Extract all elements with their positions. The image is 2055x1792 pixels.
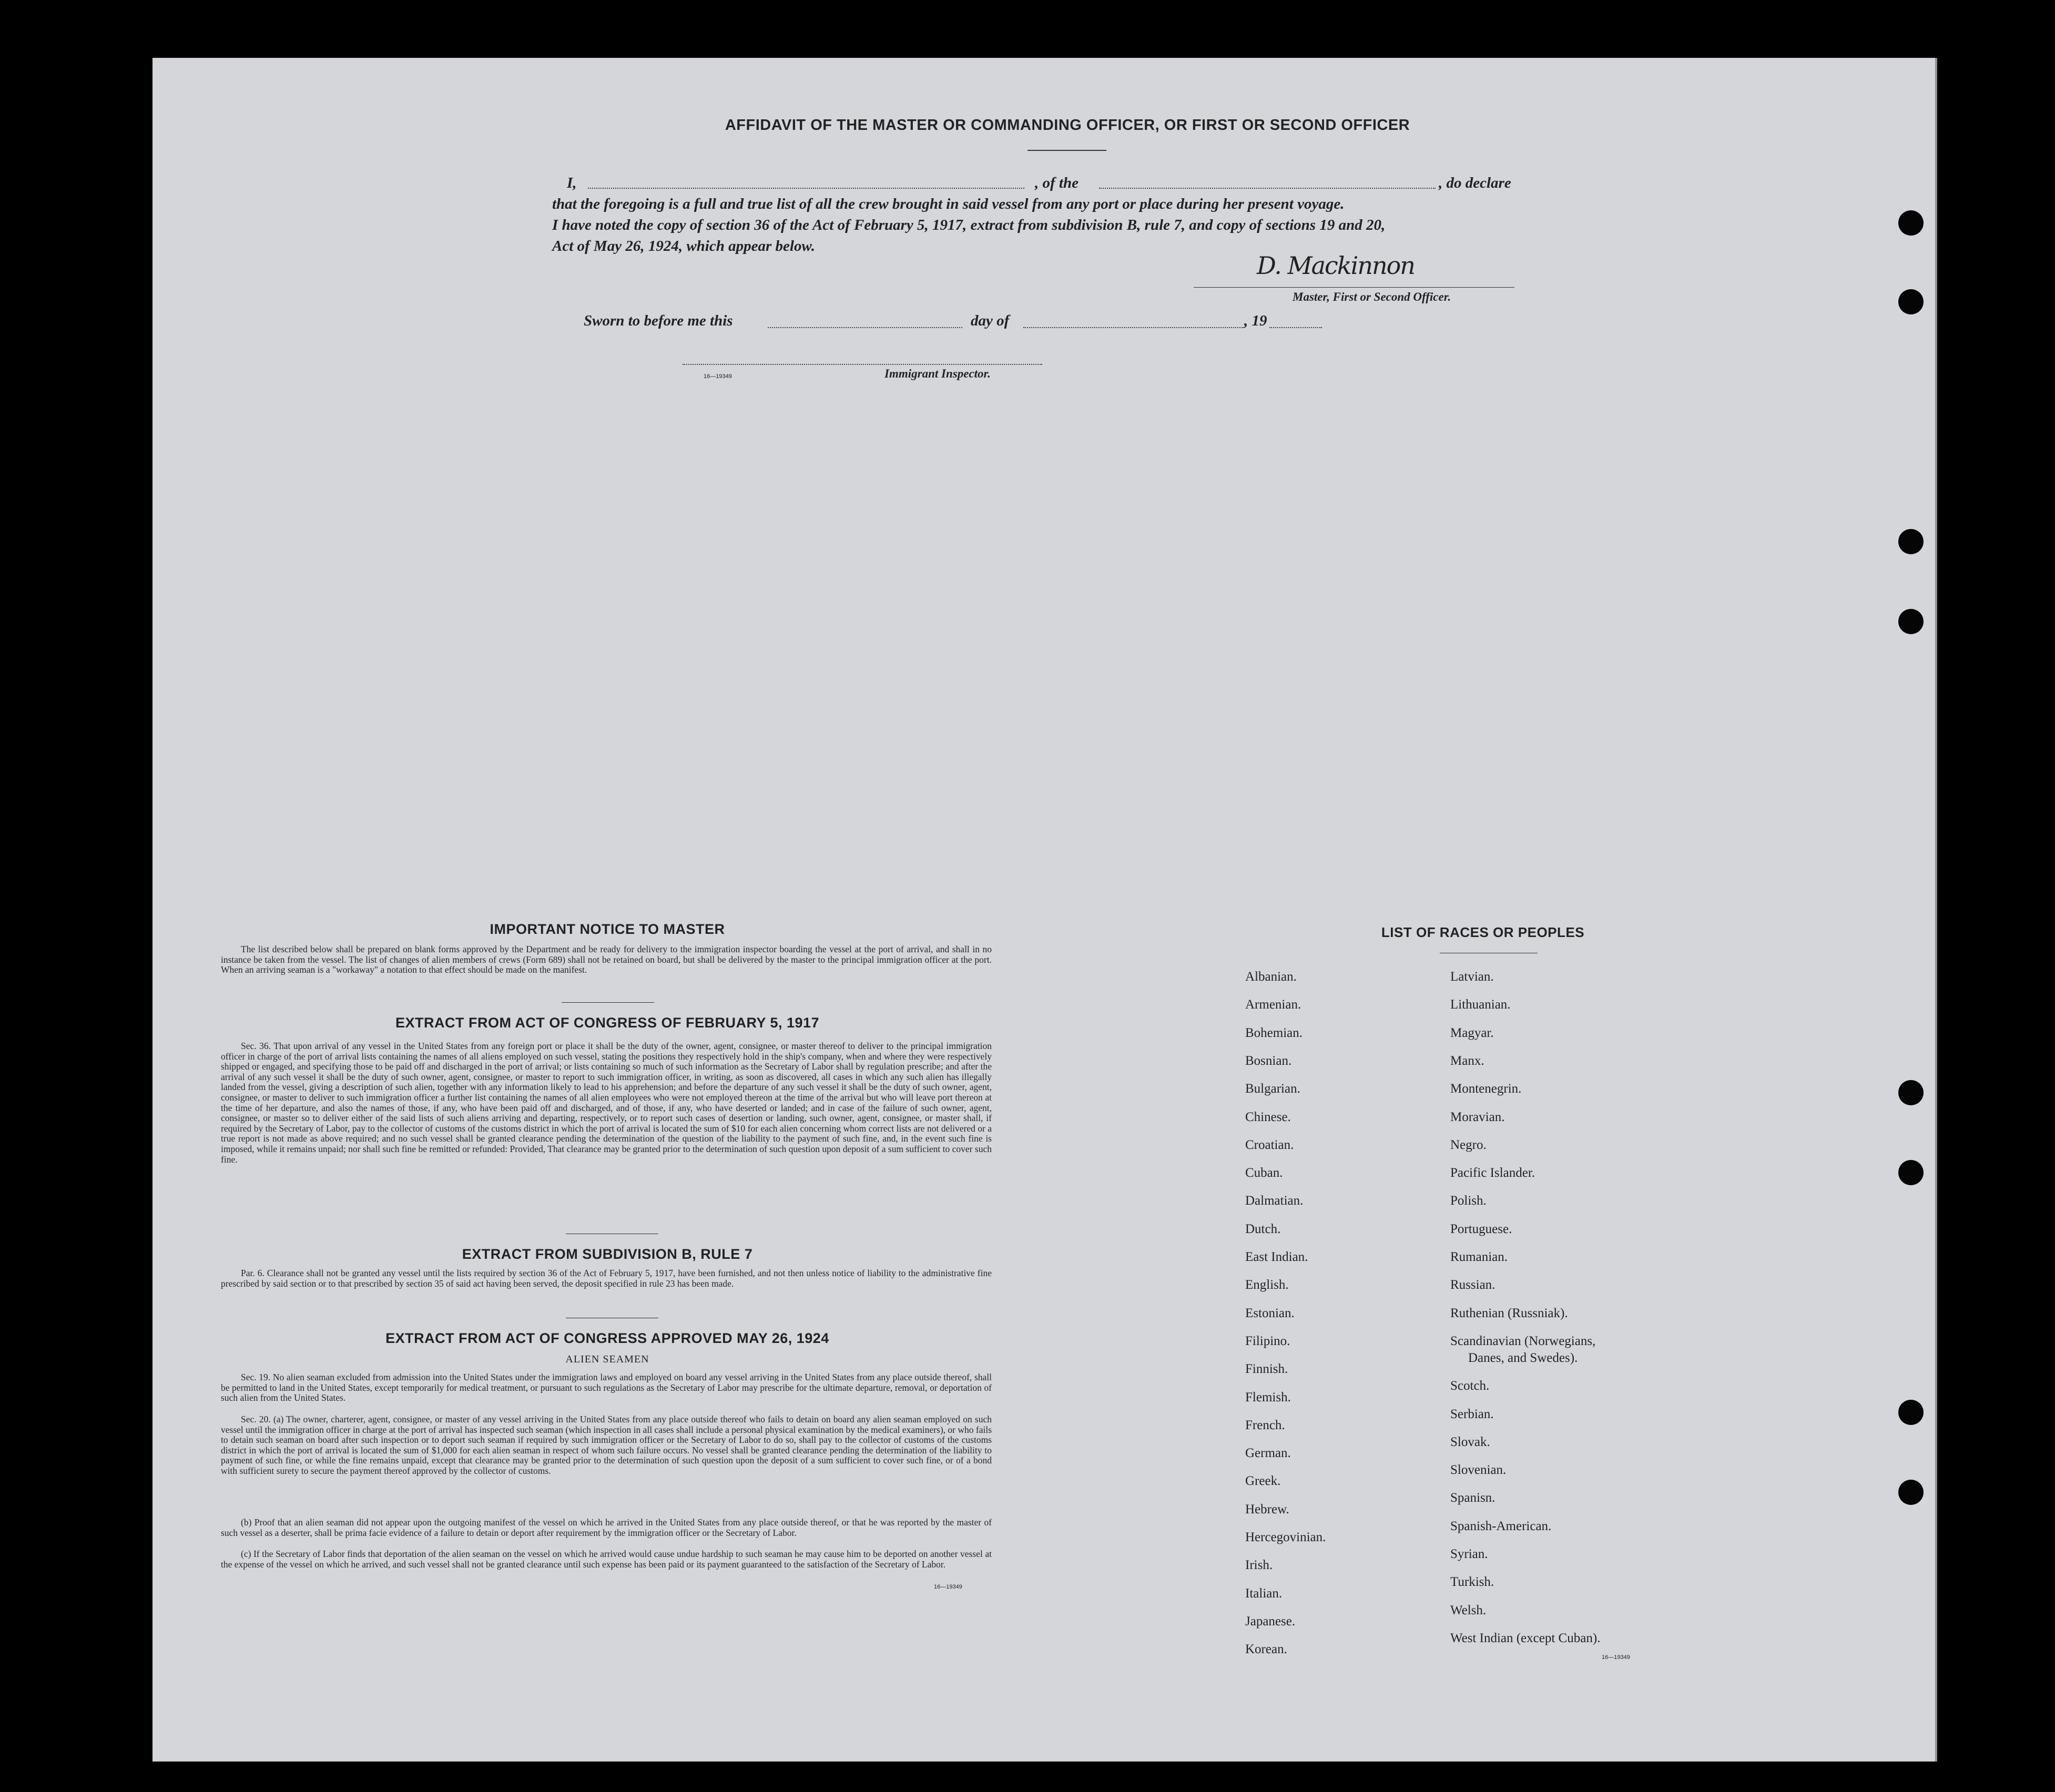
inspector-caption: Immigrant Inspector. bbox=[884, 367, 991, 380]
binder-hole bbox=[1898, 1160, 1924, 1185]
race-entry: Slovenian. bbox=[1450, 1463, 1507, 1478]
section-20-c: (c) If the Secretary of Labor finds that deportation of the alien seaman on the vessel on which he arrived would cause undue hardship to such seaman he may cause him to be deported on another vessel at the expense of the vessel on which he arrived, and such vessel shall not be granted clearance until such expense has been paid or its payment guaranteed to the satisfaction of the Secretary of Labor. bbox=[221, 1549, 992, 1570]
race-entry: German. bbox=[1245, 1446, 1291, 1461]
race-entry: Japanese. bbox=[1245, 1614, 1296, 1628]
extract-1924-title: EXTRACT FROM ACT OF CONGRESS APPROVED MAY 26, 1924 bbox=[385, 1330, 829, 1346]
day-of-label: day of bbox=[971, 312, 1010, 329]
race-entry: Lithuanian. bbox=[1450, 997, 1511, 1012]
binder-hole bbox=[1898, 529, 1924, 554]
binder-hole bbox=[1898, 289, 1924, 314]
affidavit-line-2: that the foregoing is a full and true list of all the crew brought in said vessel from any port or place during her present voyage. bbox=[552, 196, 1345, 212]
race-entry: Polish. bbox=[1450, 1194, 1487, 1208]
race-entry: Portuguese. bbox=[1450, 1221, 1512, 1236]
year-prefix: , 19 bbox=[1244, 312, 1267, 329]
year-blank bbox=[1269, 327, 1322, 328]
race-entry: Bulgarian. bbox=[1245, 1082, 1300, 1096]
vessel-blank bbox=[1099, 188, 1436, 189]
extract-form-number: 16—19349 bbox=[934, 1584, 962, 1590]
race-entry: Serbian. bbox=[1450, 1407, 1494, 1421]
races-form-number: 16—19349 bbox=[1602, 1654, 1630, 1661]
race-entry: Ruthenian (Russniak). bbox=[1450, 1306, 1568, 1320]
race-entry: Bosnian. bbox=[1245, 1053, 1292, 1068]
affidavit-i: I, bbox=[567, 175, 577, 191]
rule-7-body: Par. 6. Clearance shall not be granted any vessel until the lists required by section 36 of the Act of February 5, 1917, have been furnished, and not then unless notice of liability to the administrative fine prescribed by said section or to that prescribed by section 35 of said act having been served, the deposit specified in rule 23 has been made. bbox=[221, 1268, 992, 1289]
name-blank bbox=[588, 188, 1024, 189]
affidavit-do-declare: , do declare bbox=[1439, 175, 1511, 191]
race-entry: Latvian. bbox=[1450, 970, 1494, 984]
race-entry: Welsh. bbox=[1450, 1603, 1487, 1617]
race-entry: Slovak. bbox=[1450, 1434, 1490, 1449]
race-entry: Pacific Islander. bbox=[1450, 1166, 1535, 1180]
binder-hole bbox=[1898, 1400, 1924, 1425]
signature-line bbox=[1194, 287, 1514, 288]
race-entry: Scandinavian (Norwegians, bbox=[1450, 1333, 1596, 1348]
race-entry: Rumanian. bbox=[1450, 1250, 1508, 1264]
race-entry: Irish. bbox=[1245, 1558, 1273, 1573]
race-entry: Korean. bbox=[1245, 1642, 1287, 1657]
inspector-signature-line bbox=[683, 364, 1042, 365]
title-divider bbox=[1028, 150, 1106, 151]
divider-1 bbox=[562, 1002, 654, 1003]
notice-title: IMPORTANT NOTICE TO MASTER bbox=[490, 921, 725, 937]
race-entry: Albanian. bbox=[1245, 970, 1297, 984]
race-entry: Cuban. bbox=[1245, 1166, 1283, 1180]
race-entry: Magyar. bbox=[1450, 1025, 1494, 1040]
race-entry: Hercegovinian. bbox=[1245, 1530, 1326, 1544]
month-blank bbox=[1023, 327, 1244, 328]
race-entry: Armenian. bbox=[1245, 997, 1301, 1012]
race-entry: Moravian. bbox=[1450, 1109, 1505, 1124]
section-20-a: Sec. 20. (a) The owner, charterer, agent, consignee, or master of any vessel arriving in the United States from any place outside thereof who fails to detain on board any alien seaman employed on such vessel until the immigration officer in charge at the port of arrival has inspected such seaman (which inspection in all cases shall include a personal physical examination by the medical examiners), or who fails to detain such seaman on board after such inspection or to deport such seaman if required by such immigration officer or the Secretary of Labor to do so, shall pay to the collector of customs of the customs district in which the port of arrival is located the sum of $1,000 for each alien seaman in respect of whom such failure occurs. No vessel shall be granted clearance pending the determination of the liability to payment of such fine, or while the fine remains unpaid, except that clearance may be granted prior to the determination of such question upon the deposit of a sum sufficient to cover such fine, or of a bond with sufficient surety to secure the payment thereof approved by the collector of customs. bbox=[221, 1414, 992, 1476]
race-entry: Italian. bbox=[1245, 1586, 1283, 1601]
race-entry: Chinese. bbox=[1245, 1109, 1291, 1124]
race-entry: East Indian. bbox=[1245, 1250, 1308, 1264]
affidavit-form-number: 16—19349 bbox=[704, 373, 732, 380]
race-entry: Syrian. bbox=[1450, 1547, 1488, 1561]
rule-7-title: EXTRACT FROM SUBDIVISION B, RULE 7 bbox=[462, 1246, 753, 1262]
sworn-day-blank bbox=[768, 327, 962, 328]
extract-1917-title: EXTRACT FROM ACT OF CONGRESS OF FEBRUARY 5, 1917 bbox=[395, 1015, 820, 1031]
race-entry: Greek. bbox=[1245, 1474, 1281, 1489]
affidavit-of-the: , of the bbox=[1035, 175, 1079, 191]
binder-hole bbox=[1898, 1480, 1924, 1505]
race-entry: Croatian. bbox=[1245, 1137, 1294, 1152]
race-entry: Filipino. bbox=[1245, 1333, 1290, 1348]
binder-hole bbox=[1898, 210, 1924, 236]
affidavit-line-3: I have noted the copy of section 36 of the Act of February 5, 1917, extract from subdivision B, rule 7, and copy of sections 19 and 20, bbox=[552, 217, 1386, 233]
race-entry: Dalmatian. bbox=[1245, 1194, 1304, 1208]
race-entry: Flemish. bbox=[1245, 1390, 1291, 1404]
alien-seamen-subtitle: ALIEN SEAMEN bbox=[565, 1353, 649, 1365]
race-entry: Danes, and Swedes). bbox=[1468, 1350, 1578, 1365]
extract-1917-body: Sec. 36. That upon arrival of any vessel in the United States from any foreign port or place it shall be the duty of the owner, agent, consignee, or master thereof to deliver to the principal immigration officer in charge of the port of arrival lists containing the names of all aliens employed on such vessel, stating the positions they respectively hold in the ship's company, when and where they were respectively shipped or engaged, and specifying those to be paid off and discharged in the port of arrival; or lists containing so much of such information as the Secretary of Labor shall by regulation prescribe; and after the arrival of any such vessel it shall be the duty of such owner, agent, consignee, or master to report to such immigration officer, in writing, as soon as discovered, all cases in which any such alien has illegally landed from the vessel, giving a description of such alien, together with any information likely to lead to his apprehension; and before the departure of any such vessel it shall be the duty of such owner, agent, consignee, or master to deliver to such immigration officer a further list containing the names of all alien employees who were not employed thereon at the time of the arrival but who will leave port thereon at the time of her departure, and also the names of those, if any, who have been paid off and discharged, and of those, if any, who have deserted or landed; and in case of the failure of such owner, agent, consignee, or master so to deliver either of the said lists of such aliens arriving and departing, respectively, or to report such cases of desertion or landing, such owner, agent, consignee, or master shall, if required by the Secretary of Labor, pay to the collector of customs of the customs district in which the port of arrival is located the sum of $10 for each alien concerning whom correct lists are not delivered or a true report is not made as above required; and no such vessel shall be granted clearance pending the determination of the question of the liability to the payment of such fine, and, in the event such fine is imposed, while it remains unpaid; nor shall such fine be remitted or refunded: Provided, That clearance may be granted prior to the determination of such question upon deposit of a sum sufficient to cover such fine. bbox=[221, 1041, 992, 1165]
notice-body: The list described below shall be prepared on blank forms approved by the Department and be ready for delivery to the immigration inspector boarding the vessel at the port of arrival, and shall in no instance be taken from the vessel. The list of changes of alien members of crews (Form 689) shall not be retained on board, but shall be delivered by the master to the principal immigration officer at the port. When an arriving seaman is a "workaway" a notation to that effect should be made on the manifest. bbox=[221, 944, 992, 975]
race-entry: Estonian. bbox=[1245, 1306, 1295, 1320]
section-20-b: (b) Proof that an alien seaman did not appear upon the outgoing manifest of the vessel on which he arrived in the United States from any place outside thereof, or that he was reported by the master of such vessel as a deserter, shall be prima facie evidence of a failure to detain or deport after requirement by the immigration officer or the Secretary of Labor. bbox=[221, 1517, 992, 1538]
race-entry: Russian. bbox=[1450, 1278, 1496, 1292]
affidavit-line-4: Act of May 26, 1924, which appear below. bbox=[552, 238, 815, 254]
race-entry: Montenegrin. bbox=[1450, 1082, 1522, 1096]
sworn-label: Sworn to before me this bbox=[584, 312, 733, 329]
binder-hole bbox=[1898, 1080, 1924, 1105]
race-entry: Scotch. bbox=[1450, 1379, 1490, 1393]
race-entry: Spanish-American. bbox=[1450, 1519, 1552, 1533]
signature-caption: Master, First or Second Officer. bbox=[1293, 290, 1451, 303]
affidavit-title: AFFIDAVIT OF THE MASTER OR COMMANDING OFFICER, OR FIRST OR SECOND OFFICER bbox=[725, 117, 1410, 134]
section-19: Sec. 19. No alien seaman excluded from admission into the United States under the immigration laws and employed on board any vessel arriving in the United States from any place outside thereof, shall be permitted to land in the United States, except temporarily for medical treatment, or pursuant to such regulations as the Secretary of Labor may prescribe for the ultimate departure, removal, or deportation of such alien from the United States. bbox=[221, 1372, 992, 1403]
race-entry: Bohemian. bbox=[1245, 1025, 1303, 1040]
race-entry: Turkish. bbox=[1450, 1575, 1494, 1590]
race-entry: French. bbox=[1245, 1418, 1285, 1432]
race-entry: West Indian (except Cuban). bbox=[1450, 1631, 1601, 1645]
master-signature: D. Mackinnon bbox=[1257, 251, 1415, 280]
race-entry: Manx. bbox=[1450, 1053, 1484, 1068]
race-entry: Finnish. bbox=[1245, 1362, 1288, 1377]
race-entry: English. bbox=[1245, 1278, 1289, 1292]
document-sheet bbox=[152, 58, 1937, 1762]
race-entry: Dutch. bbox=[1245, 1221, 1281, 1236]
races-title: LIST OF RACES OR PEOPLES bbox=[1381, 924, 1585, 940]
race-entry: Hebrew. bbox=[1245, 1502, 1289, 1516]
race-entry: Spanisn. bbox=[1450, 1491, 1496, 1505]
race-entry: Negro. bbox=[1450, 1137, 1487, 1152]
binder-hole bbox=[1898, 609, 1924, 634]
